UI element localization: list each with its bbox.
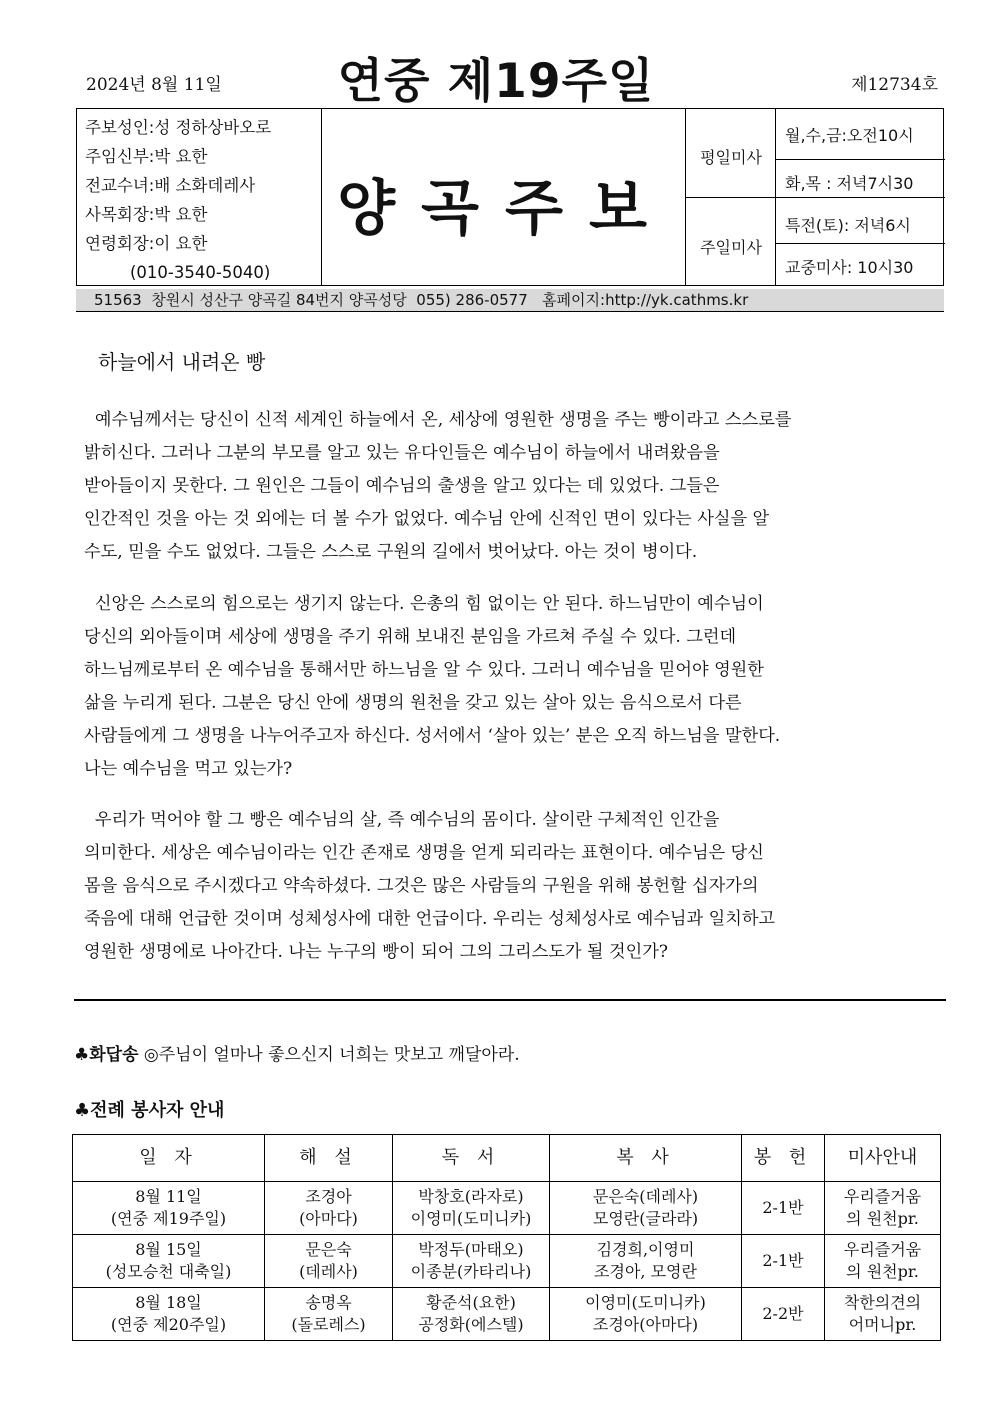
cell-offering: 2-2반 [742,1288,825,1341]
sunday-mass-time: 특전(토): 저녁6시 [785,216,911,235]
cell-date: 8월 15일 (성모승천 대축일) [73,1235,265,1288]
cell-commentator: 조경아 (아마다) [265,1182,393,1235]
bulletin-name: 양곡주보 [337,174,673,244]
cell-mass-guide: 우리즐거움 의 원천pr. [825,1182,941,1235]
issue-number: 제12734호 [851,75,938,95]
cell-mass-guide: 착한의견의 어머니pr. [825,1288,941,1341]
divider [775,243,945,244]
section-divider [74,999,946,1001]
text-line: 당신의 외아들이며 세상에 생명을 주기 위해 보내진 분임을 가르쳐 주실 수 있다. 그런데 [84,627,737,647]
table-row [73,1235,941,1288]
reflection-paragraph [84,804,944,969]
text-line: 죽음에 대해 언급한 것이며 성체성사에 대한 언급이다. 우리는 성체성사로 예수님과 일치하고 [84,909,776,929]
cell-offering: 2-1반 [742,1235,825,1288]
cell-commentator: 송명옥 (돌로레스) [265,1288,393,1341]
staff-phone: (010-3540-5040) [130,263,271,282]
weekday-mass-label: 평일미사 [700,148,762,167]
cell-readers: 박창호(라자로) 이영미(도미니카) [393,1182,550,1235]
header-offering: 봉 헌 [742,1135,825,1182]
divider [321,109,322,285]
cell-date: 8월 11일 (연중 제19주일) [73,1182,265,1235]
cell-date: 8월 18일 (연중 제20주일) [73,1288,265,1341]
text-line: 하느님께로부터 온 예수님을 통해서만 하느님을 알 수 있다. 그러니 예수님을 믿어야 영원한 [84,660,764,680]
text-line: 몸을 음식으로 주시겠다고 약속하셨다. 그것은 많은 사람들의 구원을 위해 봉헌할 십자가의 [84,876,759,896]
cell-servers: 문은숙(데레사) 모영란(글라라) [550,1182,742,1235]
weekday-mass-time: 화,목 : 저녁7시30 [785,174,914,193]
text-line: 사람들에게 그 생명을 나누어주고자 하신다. 성서에서 ‘살아 있는’ 분은 오직 하느님을 말한다. [84,726,781,746]
responsorial-psalm [74,1040,520,1065]
header-commentator: 해 설 [265,1135,393,1182]
staff-sister: 전교수녀:배 소화데레사 [85,176,256,195]
ministers-table [72,1134,941,1341]
cell-offering: 2-1반 [742,1182,825,1235]
staff-pastor: 주임신부:박 요한 [85,147,208,166]
text-line: 삶을 누리게 된다. 그분은 당신 안에 생명의 원천을 갖고 있는 살아 있는 음식으로서 다른 [84,693,742,713]
cell-servers: 김경희,이영미 조경아, 모영란 [550,1235,742,1288]
header-mass-guide: 미사안내 [825,1135,941,1182]
cell-mass-guide: 우리즐거움 의 원천pr. [825,1235,941,1288]
cell-readers: 박정두(마태오) 이종분(카타리나) [393,1235,550,1288]
page-title: 연중 제19주일 [337,54,655,109]
staff-patron: 주보성인:성 정하상바오로 [85,118,272,137]
text-line: 영원한 생명에로 나아간다. 나는 누구의 빵이 되어 그의 그리스도가 될 것인가? [84,942,669,962]
text-line: 인간적인 것을 아는 것 외에는 더 볼 수가 없었다. 예수님 안에 신적인 면이 있다는 사실을 알 [84,509,770,529]
reflection-paragraph [84,588,944,786]
text-line: 밝히신다. 그러나 그분의 부모를 알고 있는 유다인들은 예수님이 하늘에서 내려왔음을 [84,443,720,463]
sunday-mass-time: 교중미사: 10시30 [785,258,914,277]
masthead-box [76,108,944,286]
text-line: 신앙은 스스로의 힘으로는 생기지 않는다. 은총의 힘 없이는 안 된다. 하느님만이 예수님이 [84,594,764,614]
table-header-row [73,1135,941,1182]
header-readers: 독 서 [393,1135,550,1182]
weekday-mass-time: 월,수,금:오전10시 [785,126,914,145]
address-bar: 51563 창원시 성산구 양곡길 84번지 양곡성당 055) 286-0577 홈페이지:http://yk.cathms.kr [76,289,944,312]
divider [685,197,945,198]
cell-servers: 이영미(도미니카) 조경아(아마다) [550,1288,742,1341]
ministers-title: ♣전례 봉사자 안내 [74,1100,225,1121]
divider [775,159,945,160]
staff-funeral-president: 연령회장:이 요한 [85,234,208,253]
reflection-paragraph [84,404,944,569]
sunday-mass-label: 주일미사 [700,238,762,257]
psalm-text: ◎주님이 얼마나 좋으신지 너희는 맛보고 깨달아라. [138,1045,520,1065]
issue-date: 2024년 8월 11일 [86,75,222,95]
header-date: 일 자 [73,1135,265,1182]
cell-readers: 황준석(요한) 공정화(에스텔) [393,1288,550,1341]
staff-council-president: 사목회장:박 요한 [85,205,208,224]
text-line: 의미한다. 세상은 예수님이라는 인간 존재로 생명을 얻게 되리라는 표현이다. 예수님은 당신 [84,843,764,863]
psalm-label: ♣화답송 [74,1045,139,1065]
text-line: 받아들이지 못한다. 그 원인은 그들이 예수님의 출생을 알고 있다는 데 있었다. 그들은 [84,476,720,496]
text-line: 우리가 먹어야 할 그 빵은 예수님의 살, 즉 예수님의 몸이다. 살이란 구체적인 인간을 [84,810,720,830]
table-row [73,1182,941,1235]
reflection-title: 하늘에서 내려온 빵 [98,350,266,374]
table-row [73,1288,941,1341]
text-line: 나는 예수님을 먹고 있는가? [84,759,293,779]
text-line: 예수님께서는 당신이 신적 세계인 하늘에서 온, 세상에 영원한 생명을 주는 빵이라고 스스로를 [84,410,792,430]
staff-list [85,113,271,287]
cell-commentator: 문은숙 (데레사) [265,1235,393,1288]
header-servers: 복 사 [550,1135,742,1182]
text-line: 수도, 믿을 수도 없었다. 그들은 스스로 구원의 길에서 벗어났다. 아는 것이 병이다. [84,542,698,562]
